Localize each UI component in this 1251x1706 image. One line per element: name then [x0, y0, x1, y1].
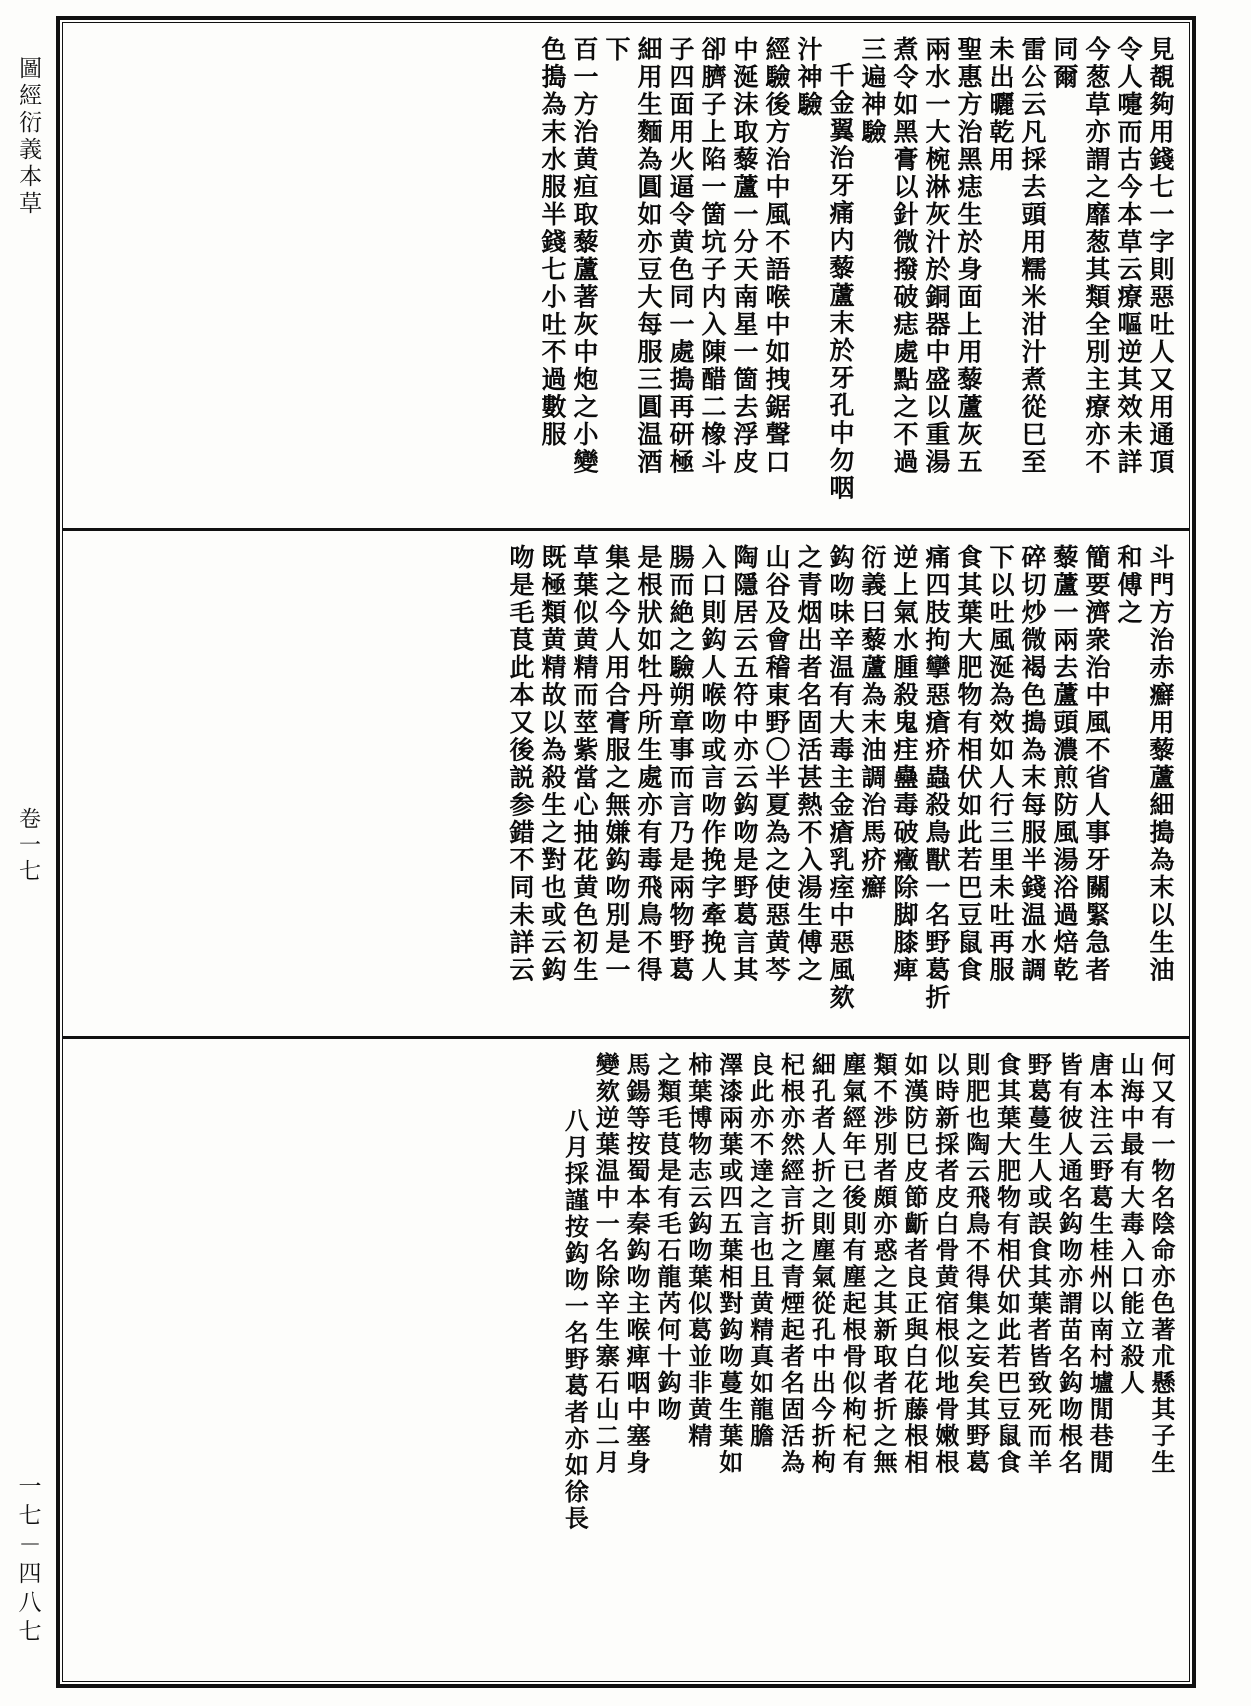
text-column: 令人嚏而古今本草云療嘔逆其效未詳	[1114, 36, 1143, 476]
text-column: 草葉似黄精而莖紫當心抽花黄色初生	[570, 544, 599, 984]
text-column: 未出曬乾用	[986, 36, 1015, 174]
text-column: 經驗後方治中風不語喉中如拽鋸聲口	[762, 36, 791, 476]
margin-band	[0, 16, 56, 1688]
text-column: 野葛蔓生人或誤食其葉者皆致死而羊	[1023, 1052, 1053, 1476]
text-column: 和傅之	[1114, 544, 1143, 627]
text-column: 汁神驗	[794, 36, 823, 119]
text-column: 塵氣經年已後則有塵起根骨似枸杞有	[838, 1052, 868, 1476]
text-column: 八月採謹按鈎吻一名野葛者亦如徐長	[560, 1108, 590, 1532]
text-column: 衍義曰藜蘆為末油調治馬疥癬	[858, 544, 887, 902]
text-column: 三遍神驗	[858, 36, 887, 146]
book-title: 圖經衍義本草	[15, 56, 42, 218]
text-column: 簡要濟衆治中風不省人事牙關緊急者	[1082, 544, 1111, 984]
entry-heading-column: 鈎吻味辛温有大毒主金瘡乳痓中惡風欬	[826, 544, 855, 1012]
text-column: 澤漆兩葉或四五葉相對鈎吻蔓生葉如	[714, 1052, 744, 1476]
text-column: 兩水一大椀淋灰汁於銅器中盛以重湯	[922, 36, 951, 476]
text-column: 碎切炒微褐色搗為末每服半錢温水調	[1018, 544, 1047, 984]
text-column: 百一方治黄疸取藜蘆著灰中炮之小變	[570, 36, 599, 476]
text-column: 是根狀如牡丹所生處亦有毒飛鳥不得	[634, 544, 663, 984]
text-column: 唐本注云野葛生桂州以南村壚閒巷閒	[1085, 1052, 1115, 1476]
text-column: 杞根亦然經言折之青煙起者名固活為	[776, 1052, 806, 1476]
register-middle	[70, 538, 1182, 1038]
text-column: 聖惠方治黑痣生於身面上用藜蘆灰五	[954, 36, 983, 476]
text-column: 皆有彼人通名鈎吻亦謂苗名鈎吻根名	[1054, 1052, 1084, 1476]
text-column: 變欬逆葉温中一名除辛生寨石山二月	[591, 1052, 621, 1476]
text-column: 痛四肢拘攣惡瘡疥蟲殺鳥獸一名野葛折	[922, 544, 951, 1012]
text-column: 既極類黄精故以為殺生之對也或云鈎	[538, 544, 567, 984]
register-top	[70, 30, 1182, 530]
column-group-middle	[70, 538, 1182, 1038]
volume-label: 卷一七	[15, 807, 41, 885]
text-column: 則肥也陶云飛鳥不得集之妄矣其野葛	[961, 1052, 991, 1476]
text-column: 之青烟出者名固活甚熱不入湯生傅之	[794, 544, 823, 984]
text-column: 下	[602, 36, 631, 64]
text-column: 之類毛茛是有毛石龍芮何十鈎吻	[653, 1052, 682, 1423]
text-column: 煮令如黑膏以針微撥破痣處點之不過	[890, 36, 919, 476]
text-column: 雷公云凡採去頭用糯米泔汁煮從巳至	[1018, 36, 1047, 476]
text-column: 以時新採者皮白骨黄宿根似地骨嫩根	[930, 1052, 960, 1476]
text-column: 柿葉博物志云鈎吻葉似葛並非黄精	[683, 1052, 713, 1450]
text-column: 見覩夠用錢七一字則惡吐人又用通頂	[1146, 36, 1175, 476]
text-column: 千金翼治牙痛内藜蘆末於牙孔中勿咽	[826, 62, 855, 502]
text-column: 山海中最有大毒入口能立殺人	[1116, 1052, 1146, 1397]
text-column: 馬鍚等按蜀本秦鈎吻主喉痺咽中塞身	[622, 1052, 652, 1476]
text-column: 細用生麵為圓如亦豆大每服三圓温酒	[634, 36, 663, 476]
text-column: 今葱草亦謂之靡葱其類全別主療亦不	[1082, 36, 1111, 476]
text-column: 集之今人用合膏服之無嫌鈎吻別是一	[602, 544, 631, 984]
text-column: 卻臍子上陷一箇坑子内入陳醋二橡斗	[698, 36, 727, 476]
text-column: 中涎沫取藜蘆一分天南星一箇去浮皮	[730, 36, 759, 476]
text-column: 良此亦不達之言也且黄精真如龍膽	[745, 1052, 775, 1450]
text-column: 色搗為末水服半錢七小吐不過數服	[538, 36, 567, 449]
text-column: 如漢防巳皮節齗者良正與白花藤根相	[900, 1052, 929, 1476]
text-column: 山谷及會稽東野〇半夏為之使惡黄芩	[762, 544, 791, 984]
column-group-top	[70, 30, 1182, 530]
text-column: 逆上氣水腫殺鬼疰蠱毒破癥除脚膝痺	[890, 544, 919, 984]
text-column: 入口則鈎人喉吻或言吻作挽字牽挽人	[698, 544, 727, 984]
text-column: 腸而絶之驗朔章事而言乃是兩物野葛	[666, 544, 695, 984]
text-column: 食其葉大肥物有相伏如此若巴豆鼠食	[992, 1052, 1022, 1476]
text-column: 子四面用火逼令黄色同一處搗再研極	[666, 36, 695, 476]
text-column: 陶隱居云五符中亦云鈎吻是野葛言其	[730, 544, 759, 984]
text-column: 食其葉大肥物有相伏如此若巴豆鼠食	[954, 544, 983, 984]
text-column: 細孔者人折之則塵氣從孔中出今折枸	[807, 1052, 837, 1476]
page-number: 一七－四八七	[14, 1474, 41, 1648]
text-column: 斗門方治赤癬用藜蘆細搗為末以生油	[1146, 544, 1175, 984]
text-column: 吻是毛茛此本又後説参錯不同未詳云	[506, 544, 535, 984]
text-column: 藜蘆一兩去蘆頭濃煎防風湯浴過焙乾	[1050, 544, 1079, 984]
text-column: 下以吐風涎為效如人行三里未吐再服	[986, 544, 1015, 984]
text-column: 何又有一物名陰命亦色著朮懸其子生	[1147, 1052, 1176, 1476]
text-column: 同爾	[1050, 36, 1079, 91]
text-column: 類不渉別者頗亦惑之其新取者折之無	[869, 1052, 899, 1476]
column-group-bottom	[70, 1046, 1182, 1676]
register-bottom	[70, 1046, 1182, 1676]
